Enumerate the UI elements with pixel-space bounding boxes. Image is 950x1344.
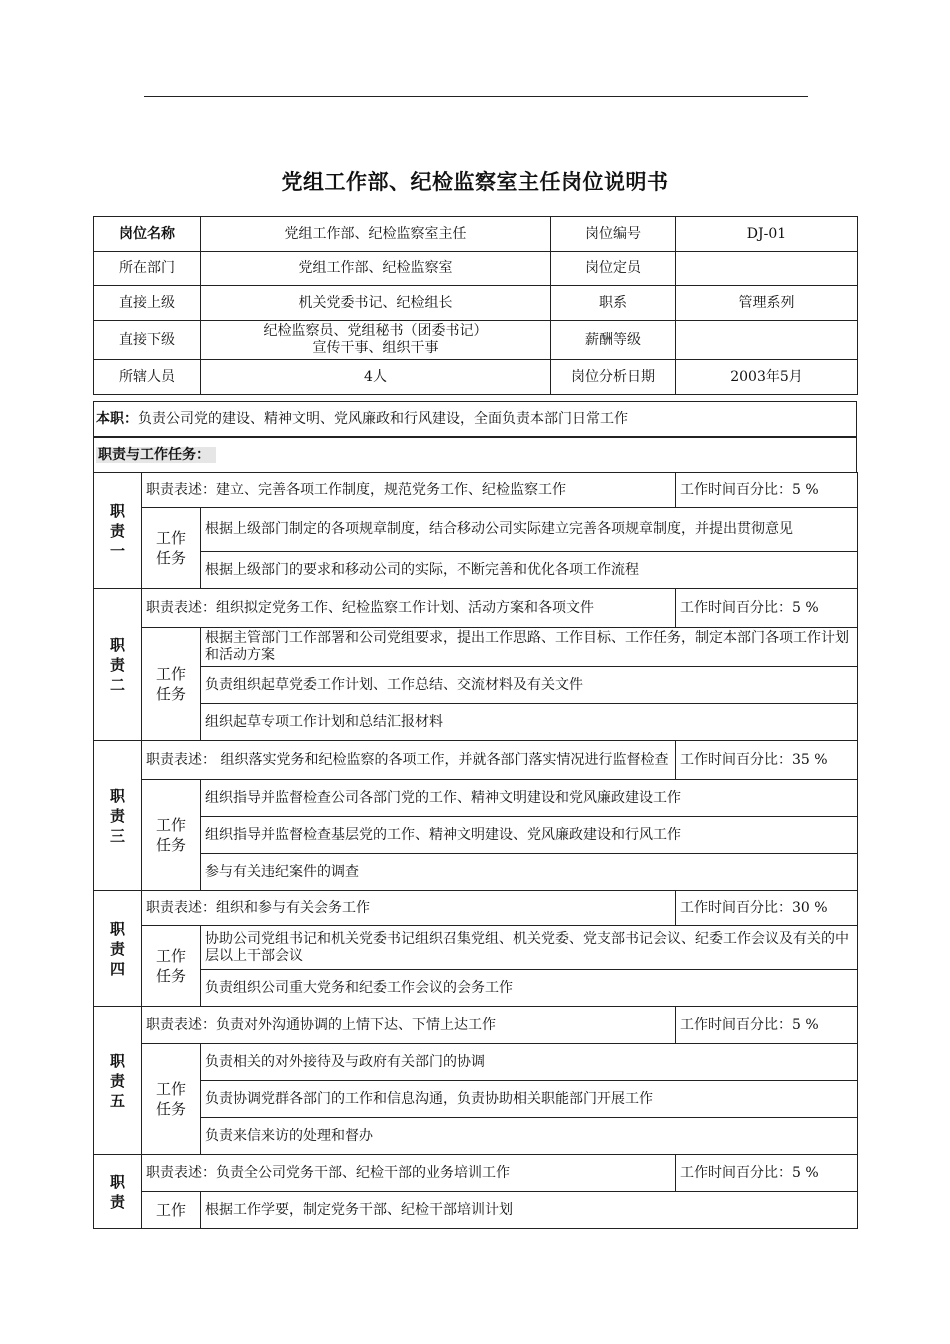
task-label — [142, 508, 201, 589]
task-label-line: 任务 — [155, 836, 186, 854]
time-percent-value: 5 % — [792, 1164, 819, 1181]
duty-label-char: 三 — [109, 826, 125, 845]
duty-task-row — [94, 1192, 858, 1229]
label-direct-subordinate: 直接下级 — [94, 321, 201, 360]
value-position-name: 党组工作部、纪检监察室主任 — [201, 217, 551, 252]
task-label-line: 工作 — [155, 1080, 186, 1098]
subordinate-line-2: 宣传干事、组织干事 — [312, 340, 439, 356]
task-item: 负责组织公司重大党务和纪委工作会议的会务工作 — [201, 970, 858, 1007]
value-department: 党组工作部、纪检监察室 — [201, 252, 551, 286]
task-label-line: 任务 — [155, 967, 186, 985]
duty-desc-row — [94, 473, 858, 508]
duty-time-percent — [676, 1155, 858, 1192]
task-label — [142, 1044, 201, 1155]
duty-label — [94, 589, 142, 741]
task-item: 组织指导并监督检查公司各部门党的工作、精神文明建设和党风廉政建设工作 — [201, 780, 858, 817]
duty-task-row — [94, 970, 858, 1007]
duty-task-row — [94, 854, 858, 891]
duty-label-char: 一 — [109, 541, 125, 560]
duties-heading-row — [94, 438, 857, 473]
task-label-line: 任务 — [155, 685, 186, 703]
duty-task-row — [94, 508, 858, 552]
time-percent-value: 30 % — [792, 899, 828, 916]
duty-label — [94, 473, 142, 589]
duties-heading: 职责与工作任务： — [96, 447, 216, 463]
duty-label-char: 职 — [109, 1051, 125, 1070]
label-salary-grade: 薪酬等级 — [551, 321, 676, 360]
value-analysis-date: 2003年5月 — [676, 360, 858, 395]
duty-description: 职责表述：负责对外沟通协调的上情下达、下情上达工作 — [142, 1007, 676, 1044]
duty-label-char: 职 — [109, 501, 125, 520]
duties-body — [94, 473, 858, 1229]
duty-time-percent — [676, 891, 858, 926]
duty-description: 职责表述：组织和参与有关会务工作 — [142, 891, 676, 926]
time-percent-label: 工作时间百分比： — [680, 751, 792, 768]
summary-label: 本职： — [96, 410, 138, 427]
info-row — [94, 360, 858, 395]
task-item: 负责相关的对外接待及与政府有关部门的协调 — [201, 1044, 858, 1081]
duty-label — [94, 891, 142, 1007]
duty-label-char: 责 — [109, 939, 125, 958]
value-headcount — [676, 252, 858, 286]
duty-label — [94, 1007, 142, 1155]
task-item: 负责来信来访的处理和督办 — [201, 1118, 858, 1155]
time-percent-label: 工作时间百分比： — [680, 481, 792, 498]
value-direct-subordinate — [201, 321, 551, 360]
duty-label-char: 责 — [109, 1192, 125, 1211]
time-percent-value: 5 % — [792, 599, 819, 616]
task-item: 组织指导并监督检查基层党的工作、精神文明建设、党风廉政建设和行风工作 — [201, 817, 858, 854]
duty-task-row — [94, 552, 858, 589]
info-row — [94, 217, 858, 252]
value-salary-grade — [676, 321, 858, 360]
task-label-line: 工作 — [155, 529, 186, 547]
time-percent-label: 工作时间百分比： — [680, 1016, 792, 1033]
label-job-family: 职系 — [551, 286, 676, 321]
duty-label-char: 职 — [109, 786, 125, 805]
label-analysis-date: 岗位分析日期 — [551, 360, 676, 395]
label-headcount: 岗位定员 — [551, 252, 676, 286]
duty-label-char: 责 — [109, 521, 125, 540]
task-item: 负责协调党群各部门的工作和信息沟通，负责协助相关职能部门开展工作 — [201, 1081, 858, 1118]
value-staff-count: 4人 — [201, 360, 551, 395]
time-percent-value: 35 % — [792, 751, 828, 768]
task-label-line: 工作 — [155, 816, 186, 834]
label-direct-superior: 直接上级 — [94, 286, 201, 321]
label-staff-count: 所辖人员 — [94, 360, 201, 395]
time-percent-value: 5 % — [792, 481, 819, 498]
task-label — [142, 780, 201, 891]
value-position-code: DJ-01 — [676, 217, 858, 252]
summary-text: 负责公司党的建设、精神文明、党风廉政和行风建设，全面负责本部门日常工作 — [138, 410, 628, 427]
task-item: 根据上级部门的要求和移动公司的实际，不断完善和优化各项工作流程 — [201, 552, 858, 589]
time-percent-label: 工作时间百分比： — [680, 599, 792, 616]
task-item: 根据上级部门制定的各项规章制度，结合移动公司实际建立完善各项规章制度，并提出贯彻意见 — [201, 508, 858, 552]
duties-heading-cell — [94, 438, 857, 473]
label-position-code: 岗位编号 — [551, 217, 676, 252]
duty-time-percent — [676, 741, 858, 780]
time-percent-label: 工作时间百分比： — [680, 1164, 792, 1181]
task-item: 参与有关违纪案件的调查 — [201, 854, 858, 891]
subordinate-line-1: 纪检监察员、党组秘书（团委书记） — [263, 323, 488, 339]
info-row — [94, 321, 858, 360]
duty-task-row — [94, 926, 858, 970]
duties-table — [93, 472, 858, 1229]
duty-label — [94, 1155, 142, 1229]
task-item: 协助公司党组书记和机关党委书记组织召集党组、机关党委、党支部书记会议、纪委工作会议及有关的中层以上干部会议 — [201, 926, 858, 970]
value-job-family: 管理系列 — [676, 286, 858, 321]
task-label — [142, 628, 201, 741]
task-label-line: 工作 — [155, 665, 186, 683]
value-direct-superior: 机关党委书记、纪检组长 — [201, 286, 551, 321]
duty-label-char: 五 — [109, 1091, 125, 1110]
duties-heading-table — [93, 437, 857, 473]
duty-task-row — [94, 1118, 858, 1155]
task-item: 负责组织起草党委工作计划、工作总结、交流材料及有关文件 — [201, 667, 858, 704]
duty-task-row — [94, 628, 858, 667]
duty-time-percent — [676, 589, 858, 628]
duty-task-row — [94, 1081, 858, 1118]
task-item: 根据主管部门工作部署和公司党组要求，提出工作思路、工作目标、工作任务，制定本部门各项工作计划和活动方案 — [201, 628, 858, 667]
duty-label-char: 职 — [109, 919, 125, 938]
duty-desc-row — [94, 741, 858, 780]
duty-label-char: 责 — [109, 1071, 125, 1090]
info-row — [94, 252, 858, 286]
duty-task-row — [94, 780, 858, 817]
duty-label-char: 职 — [109, 1172, 125, 1191]
duty-label-char: 责 — [109, 655, 125, 674]
duty-desc-row — [94, 1155, 858, 1192]
duty-desc-row — [94, 891, 858, 926]
task-label-line: 任务 — [155, 549, 186, 567]
duty-description: 职责表述：组织拟定党务工作、纪检监察工作计划、活动方案和各项文件 — [142, 589, 676, 628]
duty-time-percent — [676, 1007, 858, 1044]
label-position-name: 岗位名称 — [94, 217, 201, 252]
task-label-line: 工作 — [155, 947, 186, 965]
time-percent-value: 5 % — [792, 1016, 819, 1033]
duty-label-char: 责 — [109, 806, 125, 825]
duty-description: 职责表述：建立、完善各项工作制度，规范党务工作、纪检监察工作 — [142, 473, 676, 508]
duty-label-char: 二 — [109, 675, 125, 694]
position-info-table — [93, 216, 858, 395]
duty-time-percent — [676, 473, 858, 508]
task-item: 根据工作学要，制定党务干部、纪检干部培训计划 — [201, 1192, 858, 1229]
summary-row — [94, 402, 857, 437]
duty-desc-row — [94, 1007, 858, 1044]
task-label-line: 工作 — [155, 1201, 186, 1219]
task-label — [142, 926, 201, 1007]
duty-label-char: 四 — [109, 959, 125, 978]
duty-description: 职责表述：负责全公司党务干部、纪检干部的业务培训工作 — [142, 1155, 676, 1192]
duty-label-char: 职 — [109, 635, 125, 654]
info-row — [94, 286, 858, 321]
duty-task-row — [94, 704, 858, 741]
task-label — [142, 1192, 201, 1229]
duty-label — [94, 741, 142, 891]
job-summary-table — [93, 401, 857, 437]
header-rule — [144, 96, 808, 97]
document-title: 党组工作部、纪检监察室主任岗位说明书 — [281, 170, 669, 194]
task-item: 组织起草专项工作计划和总结汇报材料 — [201, 704, 858, 741]
duty-description: 职责表述： 组织落实党务和纪检监察的各项工作，并就各部门落实情况进行监督检查 — [142, 741, 676, 780]
task-label-line: 任务 — [155, 1100, 186, 1118]
duty-task-row — [94, 1044, 858, 1081]
duty-task-row — [94, 817, 858, 854]
time-percent-label: 工作时间百分比： — [680, 899, 792, 916]
duty-task-row — [94, 667, 858, 704]
job-summary — [94, 402, 857, 437]
duty-desc-row — [94, 589, 858, 628]
label-department: 所在部门 — [94, 252, 201, 286]
